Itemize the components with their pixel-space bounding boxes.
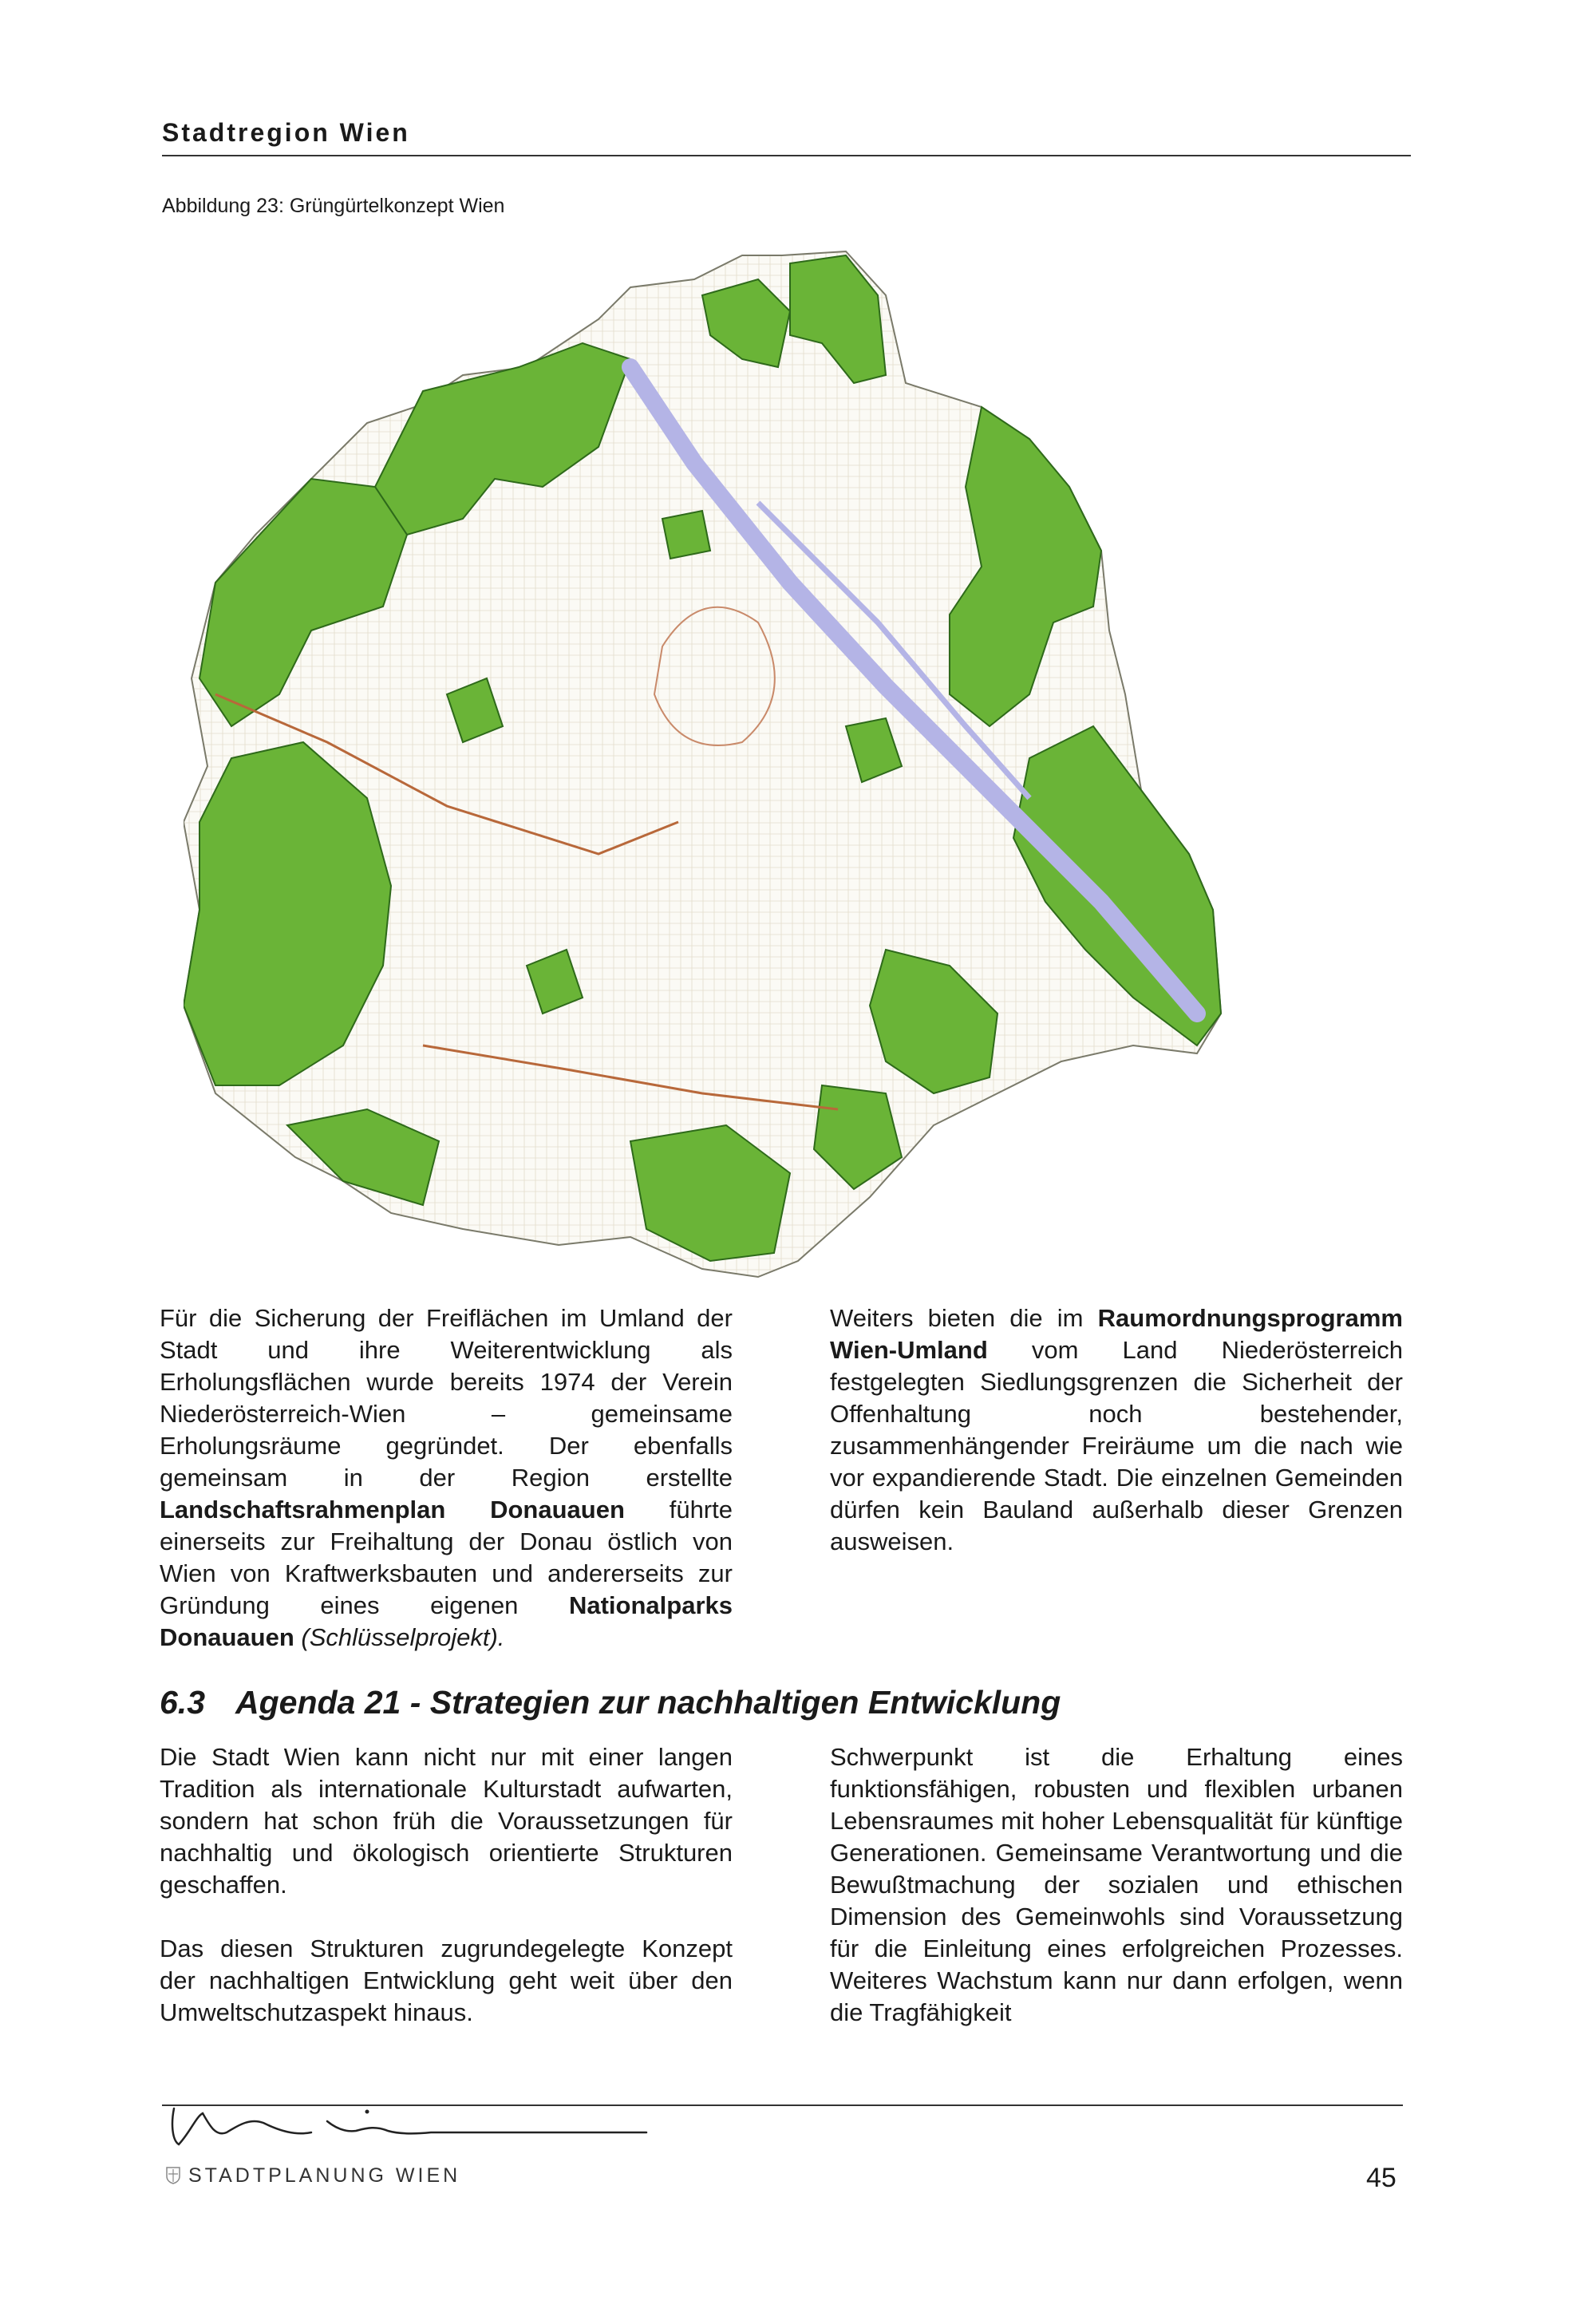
- green-center-2: [662, 511, 710, 559]
- greenbelt-map: [184, 247, 1373, 1285]
- running-header: Stadtregion Wien: [162, 118, 410, 147]
- footer-logo-text: STADTPLANUNG WIEN: [188, 2164, 461, 2187]
- signature-image: [168, 2101, 654, 2148]
- text-run: (Schlüsselprojekt).: [301, 1623, 505, 1651]
- page-number: 45: [1366, 2163, 1396, 2193]
- rich-text-left-1: [160, 1302, 733, 1654]
- agenda-left-p2: Das diesen Strukturen zugrundegelegte Konzept der nachhaltigen Entwicklung geht weit über den Umweltschutzaspekt hinaus.: [160, 1935, 733, 2026]
- vienna-crest-icon: [166, 2167, 180, 2184]
- text-run: Raumordnungsprogramm Wien-Umland: [830, 1304, 1403, 1364]
- text-run: Landschaftsrahmenplan Donauauen: [160, 1496, 625, 1524]
- figure-caption: Abbildung 23: Grüngürtelkonzept Wien: [162, 195, 505, 217]
- section-title: Agenda 21 - Strategien zur nachhaltigen Entwicklung: [235, 1684, 1061, 1721]
- footer-logo: [166, 2164, 460, 2187]
- agenda-right-p1: Schwerpunkt ist die Erhaltung eines funktionsfähigen, robusten und flexiblen urbanen Lebensraumes mit hoher Lebensqualität für künftige Generationen. Gemeinsame Verantwortung und die Bewußtmachung der sozialen und ethischen Dimension des Gemeinwohls sind Voraussetzung für die Einleitung eines erfolgreichen Prozesses. Weiteres Wachstum kann nur dann erfolgen, wenn die Tragfähigkeit: [830, 1743, 1403, 2026]
- section-heading: [160, 1684, 1061, 1721]
- paragraph-freiflaechen: [160, 1302, 733, 1654]
- text-run: Nationalparks Donauauen: [160, 1591, 733, 1651]
- paragraph-raumordnung: [830, 1302, 1403, 1558]
- agenda-left-p1: Die Stadt Wien kann nicht nur mit einer langen Tradition als internationale Kulturstadt aufwarten, sondern hat schon früh die Voraussetzungen für nachhaltig und ökologisch orientierte Strukturen geschaffen.: [160, 1743, 733, 1899]
- text-run: Weiters bieten die im: [830, 1304, 1098, 1332]
- header-rule: [162, 155, 1411, 156]
- text-run: vom Land Niederösterreich festgelegten Siedlungsgrenzen die Sicherheit der Offenhaltung noch bestehender, zusammenhängender Freiräume um die nach wie vor expandierende Stadt. Die einzelnen Gemeinden dürfen kein Bauland außerhalb dieser Grenzen ausweisen.: [830, 1336, 1403, 1555]
- paragraph-agenda-right: [830, 1741, 1403, 2029]
- text-run: Für die Sicherung der Freiflächen im Umland der Stadt und ihre Weiterentwicklung als Erholungsflächen wurde bereits 1974 der Verein Niederösterreich-Wien – gemeinsame Erholungsräume gegründet. Der ebenfalls gemeinsam in der Region erstellte: [160, 1304, 733, 1492]
- paragraph-agenda-left: [160, 1741, 733, 2029]
- section-number: 6.3: [160, 1684, 205, 1721]
- text-run: führte einerseits zur Freihaltung der Donau östlich von Wien von Kraftwerksbauten und andererseits zur Gründung eines eigenen: [160, 1496, 733, 1619]
- rich-text-right-1: [830, 1302, 1403, 1558]
